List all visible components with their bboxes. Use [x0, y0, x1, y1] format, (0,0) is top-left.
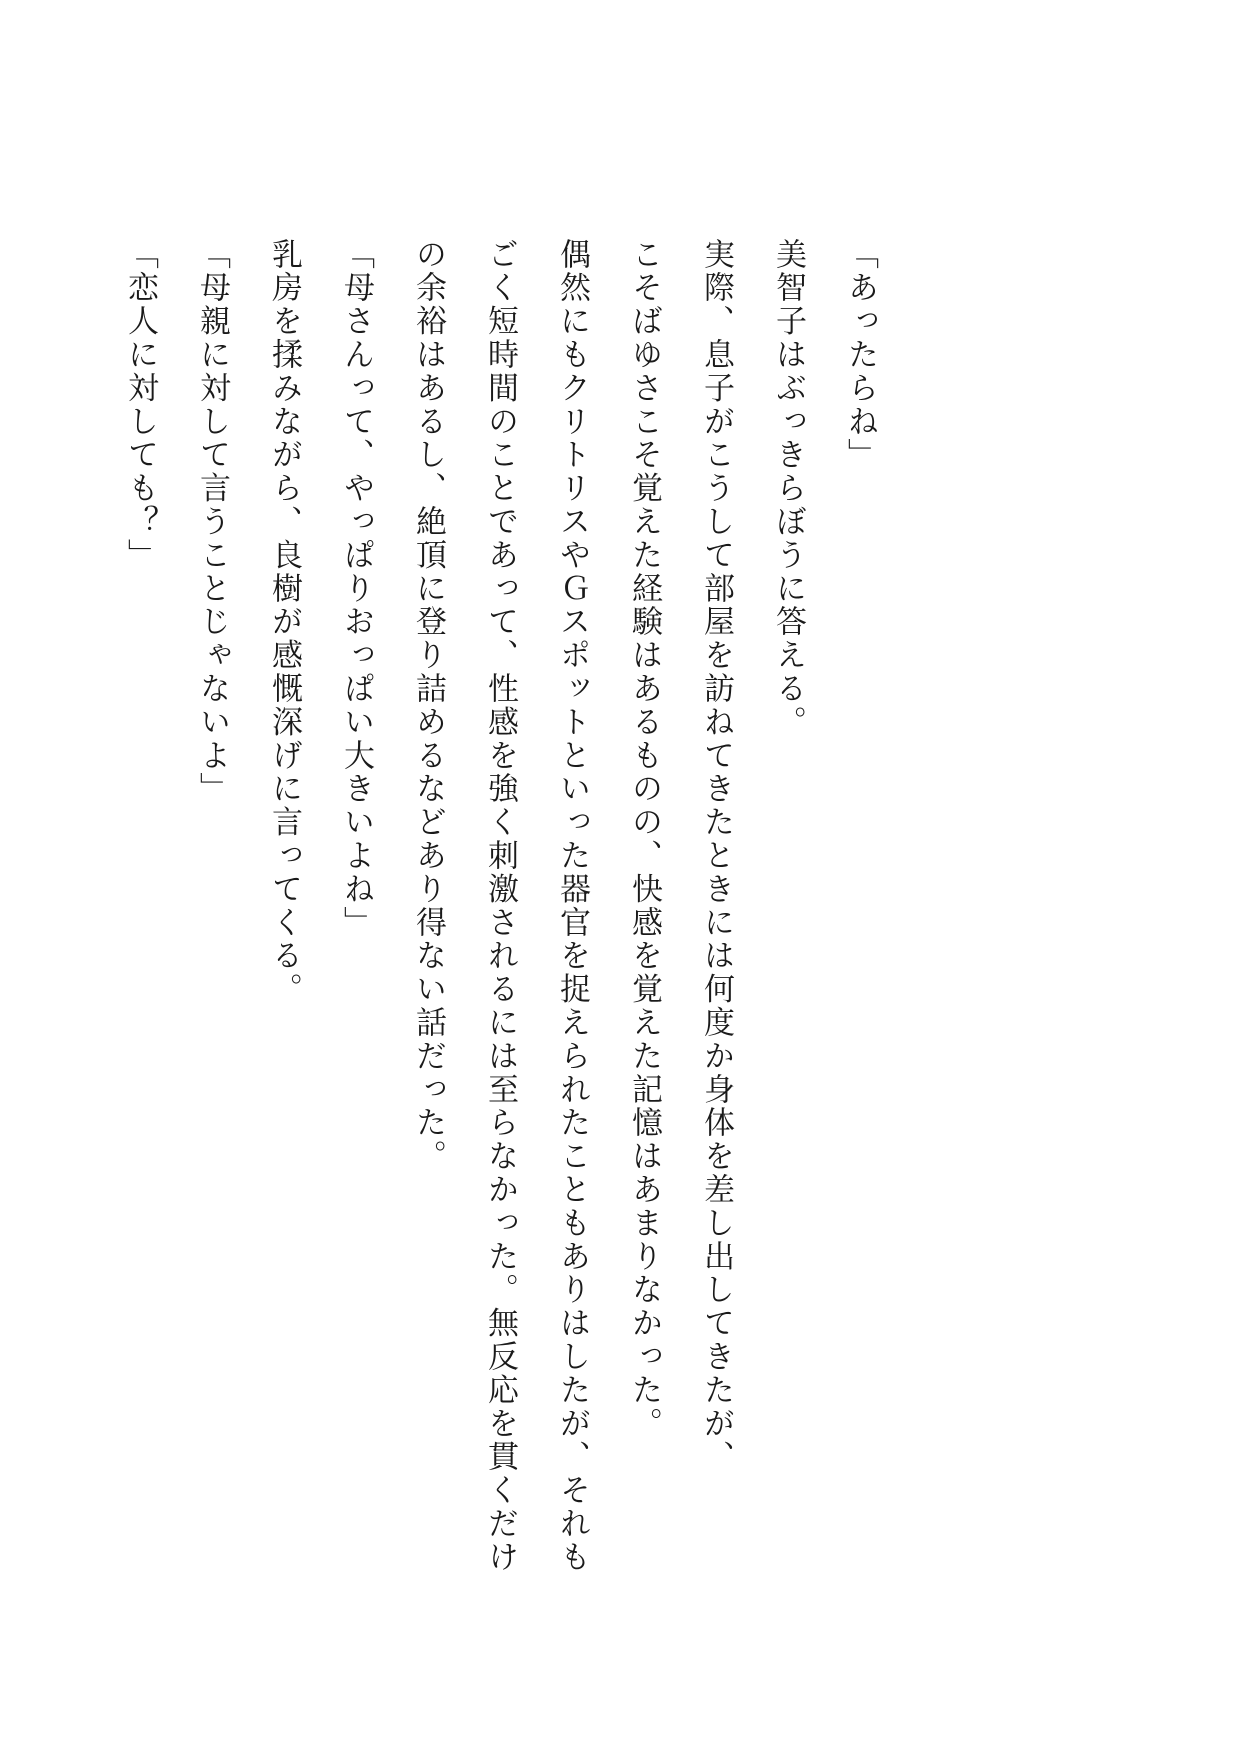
text-line: 美智子はぶっきらぼうに答える。: [770, 238, 806, 739]
text-line: 「あったらね」: [842, 238, 878, 472]
text-line: 実際、息子がこうして部屋を訪ねてきたときには何度か身体を差し出してきたが、: [698, 238, 734, 1474]
text-line: 「母親に対して言うことじゃないよ」: [194, 238, 230, 806]
vertical-text-body: [122, 238, 896, 1588]
text-line: 偶然にもクリトリスやＧスポットといった器官を捉えられたこともありはしたが、それもごく短時間のことであって、性感を強く刺激されるには至らなかった。無反応を貫くだけの余裕はあるし、絶頂に登り詰めるなどあり得ない話だった。: [410, 238, 590, 1574]
text-line: 「母さんって、やっぱりおっぱい大きいよね」: [338, 238, 374, 940]
text-line: 乳房を揉みながら、良樹が感慨深げに言ってくる。: [266, 238, 302, 1007]
text-line: 「恋人に対しても？」: [122, 238, 158, 572]
text-line: こそばゆさこそ覚えた経験はあるものの、快感を覚えた記憶はあまりなかった。: [626, 238, 662, 1441]
